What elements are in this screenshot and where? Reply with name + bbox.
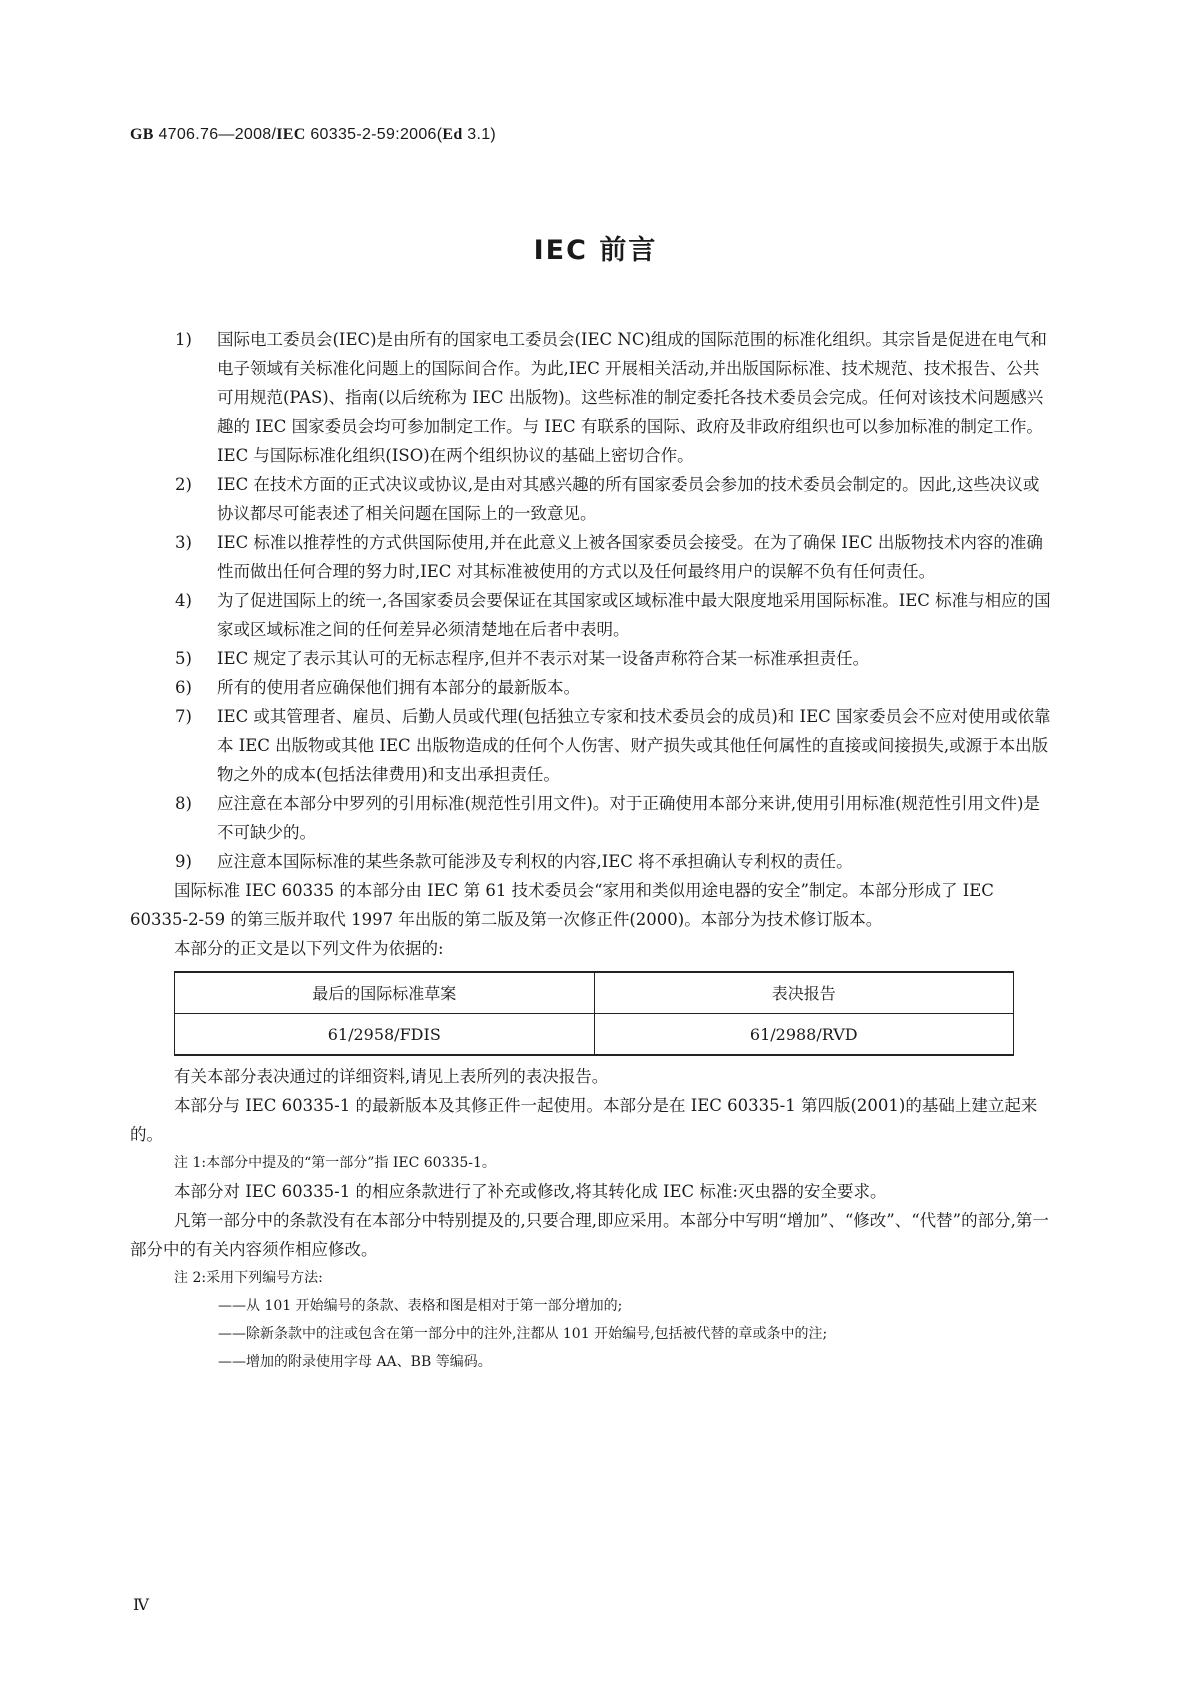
header-part: 4706.76—2008/ xyxy=(153,126,277,143)
item-number: 1) xyxy=(175,330,192,349)
document-body xyxy=(130,325,1055,1376)
item-number: 6) xyxy=(175,678,192,697)
page-number: Ⅳ xyxy=(133,1595,149,1614)
usage-paragraph: 本部分与 IEC 60335-1 的最新版本及其修正件一起使用。本部分是在 IEC 60335-1 第四版(2001)的基础上建立起来的。 xyxy=(130,1096,1038,1144)
table-intro: 本部分的正文是以下列文件为依据的: xyxy=(174,939,444,958)
list-item xyxy=(130,470,1055,528)
numbering-rule: ——从 101 开始编号的条款、表格和图是相对于第一部分增加的; xyxy=(218,1298,623,1314)
header-ed: Ed xyxy=(442,126,463,143)
table-cell: 61/2988/RVD xyxy=(594,1014,1014,1056)
item-text: IEC 标准以推荐性的方式供国际使用,并在此意义上被各国家委员会接受。在为了确保 IEC 出版物技术内容的准确性而做出任何合理的努力时,IEC 对其标准被使用的方式以及任何最终用户的误解不负有任何责任。 xyxy=(217,533,1043,581)
header-gb: GB xyxy=(130,126,154,143)
item-number: 4) xyxy=(175,591,192,610)
page-title: IEC 前言 xyxy=(533,235,658,266)
item-text: IEC 在技术方面的正式决议或协议,是由对其感兴趣的所有国家委员会参加的技术委员会制定的。因此,这些决议或协议都尽可能表述了相关问题在国际上的一致意见。 xyxy=(217,475,1040,523)
voting-table xyxy=(174,971,1014,1056)
header-iec: IEC xyxy=(276,126,306,143)
document-header xyxy=(130,126,496,144)
committee-paragraph: 国际标准 IEC 60335 的本部分由 IEC 第 61 技术委员会“家用和类似用途电器的安全”制定。本部分形成了 IEC 60335-2-59 的第三版并取代 1997 年出版的第二版及第一次修正件(2000)。本部分为技术修订版本。 xyxy=(130,881,994,929)
item-text: 应注意本国际标准的某些条款可能涉及专利权的内容,IEC 将不承担确认专利权的责任。 xyxy=(217,852,853,871)
item-number: 7) xyxy=(175,707,192,726)
list-item xyxy=(130,673,1055,702)
item-number: 5) xyxy=(175,649,192,668)
item-text: 为了促进国际上的统一,各国家委员会要保证在其国家或区域标准中最大限度地采用国际标准。IEC 标准与相应的国家或区域标准之间的任何差异必须清楚地在后者中表明。 xyxy=(217,591,1051,639)
item-text: 所有的使用者应确保他们拥有本部分的最新版本。 xyxy=(217,678,580,697)
item-number: 2) xyxy=(175,475,192,494)
list-item xyxy=(130,847,1055,876)
table-header-row xyxy=(175,972,1014,1014)
item-text: IEC 或其管理者、雇员、后勤人员或代理(包括独立专家和技术委员会的成员)和 IEC 国家委员会不应对使用或依靠本 IEC 出版物或其他 IEC 出版物造成的任何个人伤害、财产损失或其他任何属性的直接或间接损失,或源于本出版物之外的成本(包括法律费用)和支出承担责任。 xyxy=(217,707,1051,784)
table-header-cell: 最后的国际标准草案 xyxy=(175,972,595,1014)
item-text: 国际电工委员会(IEC)是由所有的国家电工委员会(IEC NC)组成的国际范围的标准化组织。其宗旨是促进在电气和电子领域有关标准化问题上的国际间合作。为此,IEC 开展相关活动,并出版国际标准、技术规范、技术报告、公共可用规范(PAS)、指南(以后统称为 IEC 出版物)。这些标准的制定委托各技术委员会完成。任何对该技术问题感兴趣的 IEC 国家委员会均可参加制定工作。与 IEC 有联系的国际、政府及非政府组织也可以参加标准的制定工作。IEC 与国际标准化组织(ISO)在两个组织协议的基础上密切合作。 xyxy=(217,330,1047,465)
table-row xyxy=(175,1014,1014,1056)
list-item xyxy=(130,789,1055,847)
numbering-rule: ——除新条款中的注或包含在第一部分中的注外,注都从 101 开始编号,包括被代替的章或条中的注; xyxy=(218,1326,828,1342)
apply-paragraph: 凡第一部分中的条款没有在本部分中特别提及的,只要合理,即应采用。本部分中写明“增加”、“修改”、“代替”的部分,第一部分中的有关内容须作相应修改。 xyxy=(130,1211,1049,1259)
list-item xyxy=(130,325,1055,470)
item-number: 3) xyxy=(175,533,192,552)
list-item xyxy=(130,586,1055,644)
header-part: 3.1) xyxy=(462,126,497,143)
list-item xyxy=(130,644,1055,673)
list-item xyxy=(130,528,1055,586)
list-item xyxy=(130,702,1055,789)
table-cell: 61/2958/FDIS xyxy=(175,1014,595,1056)
item-number: 8) xyxy=(175,794,192,813)
item-text: 应注意在本部分中罗列的引用标准(规范性引用文件)。对于正确使用本部分来讲,使用引用标准(规范性引用文件)是不可缺少的。 xyxy=(217,794,1040,842)
note-2: 注 2:采用下列编号方法: xyxy=(174,1270,323,1286)
numbering-rule: ——增加的附录使用字母 AA、BB 等编码。 xyxy=(218,1354,492,1370)
item-text: IEC 规定了表示其认可的无标志程序,但并不表示对某一设备声称符合某一标准承担责任。 xyxy=(217,649,870,668)
item-number: 9) xyxy=(175,852,192,871)
supplement-paragraph: 本部分对 IEC 60335-1 的相应条款进行了补充或修改,将其转化成 IEC 标准:灭虫器的安全要求。 xyxy=(174,1182,887,1201)
note-1: 注 1:本部分中提及的“第一部分”指 IEC 60335-1。 xyxy=(174,1155,496,1171)
header-part: 60335-2-59:2006( xyxy=(305,126,443,143)
voting-paragraph: 有关本部分表决通过的详细资料,请见上表所列的表决报告。 xyxy=(174,1067,609,1086)
table-header-cell: 表决报告 xyxy=(594,972,1014,1014)
